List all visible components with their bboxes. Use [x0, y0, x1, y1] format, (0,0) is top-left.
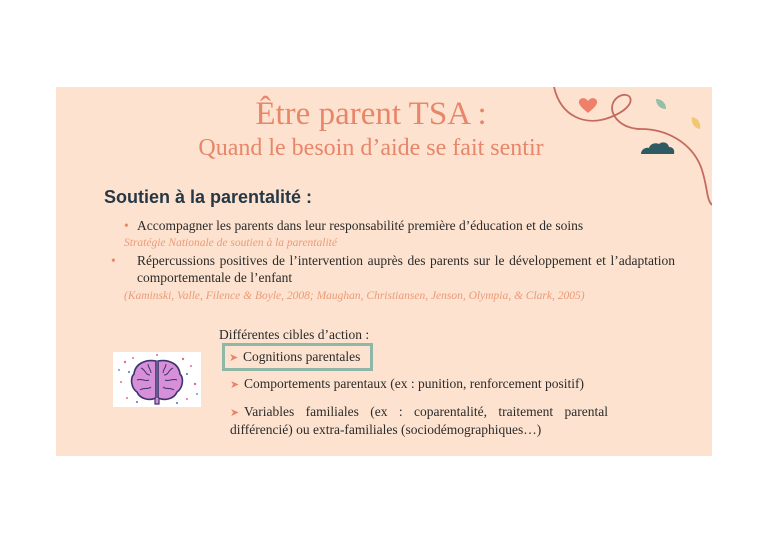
- target-item: [230, 375, 584, 393]
- citation: (Kaminski, Valle, Filence & Boyle, 2008; Maughan, Christiansen, Jenson, Olympia, & Clark, 2005): [124, 290, 585, 302]
- brain-icon: [113, 352, 201, 407]
- targets-label: Différentes cibles d’action :: [219, 327, 370, 342]
- bullet-glyph: •: [124, 218, 129, 233]
- target-item-highlighted: [222, 343, 373, 371]
- bullet-glyph: •: [111, 253, 116, 268]
- slide: [56, 87, 712, 456]
- arrow-bullet-icon: ➤: [229, 351, 239, 364]
- citation: Stratégie Nationale de soutien à la parentalité: [124, 237, 337, 249]
- bullet-text: Accompagner les parents dans leur responsabilité première d’éducation et de soins: [137, 218, 584, 233]
- slide-title: Être parent TSA :: [255, 96, 487, 132]
- slide-subtitle: Quand le besoin d’aide se fait sentir: [198, 135, 544, 161]
- arrow-bullet-icon: ➤: [230, 406, 240, 419]
- bullet-text: Répercussions positives de l’intervention auprès des parents sur le développement et l’adaptation comportementale de l’enfant: [137, 253, 675, 285]
- target-text: Comportements parentaux (ex : punition, renforcement positif): [244, 376, 585, 391]
- target-text: Variables familiales (ex : coparentalité, traitement parental différencié) ou extra-familiales (sociodémographiques…): [230, 404, 608, 437]
- arrow-bullet-icon: ➤: [230, 378, 240, 391]
- leaf-icon: [692, 117, 700, 129]
- bullet-item: [111, 252, 675, 286]
- bullet-item: [124, 217, 684, 234]
- section-heading: Soutien à la parentalité :: [104, 187, 313, 207]
- target-item: [230, 403, 608, 438]
- brain-image: [113, 352, 201, 407]
- target-text: Cognitions parentales: [243, 349, 361, 364]
